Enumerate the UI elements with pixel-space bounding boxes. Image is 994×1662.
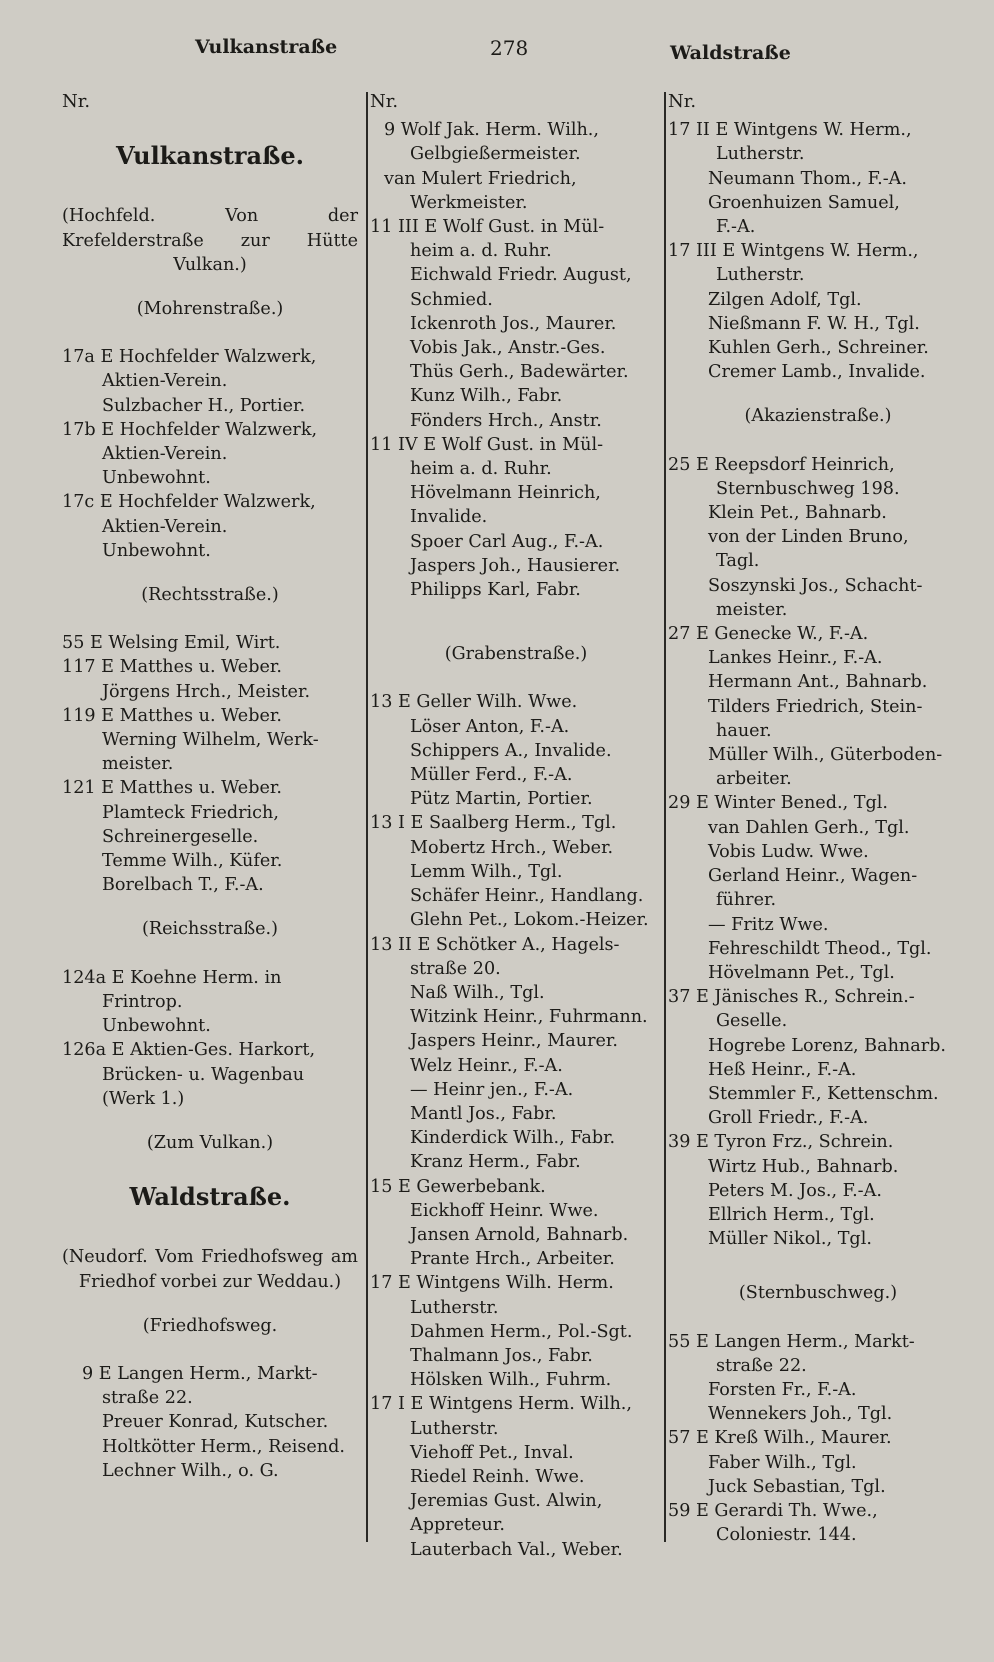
list-item: van Mulert Friedrich,	[384, 168, 577, 189]
list-item: Peters M. Jos., F.-A.	[708, 1180, 882, 1201]
list-item: Eichwald Friedr. August,	[410, 265, 632, 286]
list-item: Frintrop.	[102, 991, 183, 1012]
list-item: 11 IV E Wolf Gust. in Mül-	[370, 434, 604, 455]
list-item: Mantl Jos., Fabr.	[410, 1103, 557, 1124]
list-item: 37 E Jänisches R., Schrein.-	[668, 987, 915, 1008]
list-item: Jaspers Joh., Hausierer.	[410, 555, 621, 576]
list-item: straße 20.	[410, 958, 501, 979]
list-item: hauer.	[716, 720, 772, 741]
list-item: Klein Pet., Bahnarb.	[708, 503, 887, 524]
list-item: Preuer Konrad, Kutscher.	[102, 1412, 329, 1433]
list-item: Schippers A., Invalide.	[410, 740, 612, 761]
list-item: Unbewohnt.	[102, 1016, 211, 1037]
list-item: Gerland Heinr., Wagen-	[708, 866, 918, 887]
list-item: Mobertz Hrch., Weber.	[410, 837, 614, 858]
cross-street: (Zum Vulkan.)	[146, 1132, 274, 1153]
list-item: Riedel Reinh. Wwe.	[410, 1466, 585, 1487]
list-item: Schreinergeselle.	[102, 826, 259, 847]
list-item: Müller Nikol., Tgl.	[708, 1229, 872, 1250]
list-item: 13 II E Schötker A., Hagels-	[370, 934, 620, 955]
list-item: Sulzbacher H., Portier.	[102, 395, 306, 416]
list-item: Aktien-Verein.	[102, 444, 228, 465]
cross-street: (Rechtsstraße.)	[141, 585, 279, 606]
list-item: Müller Wilh., Güterboden-	[708, 745, 943, 766]
list-item: Hogrebe Lorenz, Bahnarb.	[708, 1035, 947, 1056]
list-item: Lankes Heinr., F.-A.	[708, 648, 883, 669]
list-item: 55 E Welsing Emil, Wirt.	[62, 633, 281, 654]
entry-list	[668, 1330, 968, 1548]
list-item: Werning Wilhelm, Werk-	[102, 730, 319, 751]
list-item: Welz Heinr., F.-A.	[410, 1055, 563, 1076]
entry-list	[370, 690, 662, 1561]
list-item: 117 E Matthes u. Weber.	[62, 657, 282, 678]
entry-list	[62, 966, 358, 1111]
list-item: Müller Ferd., F.-A.	[410, 765, 573, 786]
list-item: 17b E Hochfelder Walzwerk,	[62, 419, 318, 440]
list-item: Kinderdick Wilh., Fabr.	[410, 1128, 616, 1149]
street-heading-vulkanstrasse: Vulkanstraße.	[116, 141, 304, 171]
list-item: Hövelmann Heinrich,	[410, 483, 601, 504]
column-3	[668, 90, 968, 1562]
list-item: 55 E Langen Herm., Markt-	[668, 1331, 915, 1352]
list-item: Aktien-Verein.	[102, 371, 228, 392]
list-item: von der Linden Bruno,	[708, 527, 909, 548]
street-heading-waldstrasse: Waldstraße.	[129, 1182, 291, 1212]
list-item: — Fritz Wwe.	[708, 914, 829, 935]
list-item: Brücken- u. Wagenbau	[102, 1064, 305, 1085]
list-item: 25 E Reepsdorf Heinrich,	[668, 454, 895, 475]
list-item: Cremer Lamb., Invalide.	[708, 362, 926, 383]
column-1	[62, 90, 358, 1562]
list-item: Hövelmann Pet., Tgl.	[708, 962, 895, 983]
list-item: Spoer Carl Aug., F.-A.	[410, 531, 604, 552]
list-item: Dahmen Herm., Pol.-Sgt.	[410, 1321, 633, 1342]
column-2	[370, 90, 662, 1562]
list-item: heim a. d. Ruhr.	[410, 241, 552, 262]
list-item: 13 I E Saalberg Herm., Tgl.	[370, 813, 617, 834]
list-item: Juck Sebastian, Tgl.	[708, 1476, 886, 1497]
list-item: Groll Friedr., F.-A.	[708, 1108, 869, 1129]
list-item: Wennekers Joh., Tgl.	[708, 1404, 893, 1425]
list-item: Witzink Heinr., Fuhrmann.	[410, 1007, 648, 1028]
list-item: 17c E Hochfelder Walzwerk,	[62, 492, 316, 513]
list-item: Jeremias Gust. Alwin,	[410, 1491, 603, 1512]
list-item: Neumann Thom., F.-A.	[708, 168, 907, 189]
list-item: Hermann Ant., Bahnarb.	[708, 672, 928, 693]
list-item: 15 E Gewerbebank.	[370, 1176, 546, 1197]
list-item: straße 22.	[716, 1355, 807, 1376]
cross-street: (Friedhofsweg.	[142, 1315, 278, 1336]
list-item: Temme Wilh., Küfer.	[102, 851, 283, 872]
list-item: meister.	[716, 599, 788, 620]
list-item: Kuhlen Gerh., Schreiner.	[708, 338, 929, 359]
list-item: Lutherstr.	[410, 1418, 499, 1439]
list-item: Unbewohnt.	[102, 468, 211, 489]
list-item: Glehn Pet., Lokom.-Heizer.	[410, 910, 649, 931]
street-description: (Neudorf. Vom Friedhofsweg am Friedhof vorbei zur Weddau.)	[62, 1247, 358, 1292]
list-item: Vobis Jak., Anstr.-Ges.	[410, 338, 606, 359]
list-item: Naß Wilh., Tgl.	[410, 982, 545, 1003]
list-item: arbeiter.	[716, 769, 792, 790]
list-item: Pütz Martin, Portier.	[410, 789, 593, 810]
list-item: 27 E Genecke W., F.-A.	[668, 624, 869, 645]
list-item: Heß Heinr., F.-A.	[708, 1059, 857, 1080]
list-item: Thalmann Jos., Fabr.	[410, 1345, 593, 1366]
header-left-title: Vulkanstraße	[195, 36, 338, 58]
list-item: Appreteur.	[410, 1515, 505, 1536]
list-item: Fehreschildt Theod., Tgl.	[708, 938, 932, 959]
list-item: Faber Wilh., Tgl.	[708, 1452, 857, 1473]
list-item: Zilgen Adolf, Tgl.	[708, 289, 862, 310]
cross-street: (Mohrenstraße.)	[136, 299, 284, 320]
list-item: 17 E Wintgens Wilh. Herm.	[370, 1273, 614, 1294]
header-right-title: Waldstraße	[670, 42, 791, 64]
street-description: (Hochfeld. Von der Krefelderstraße zur Hütte Vulkan.)	[62, 206, 358, 275]
list-item: Tagl.	[716, 551, 760, 572]
list-item: Borelbach T., F.-A.	[102, 875, 264, 896]
list-item: Invalide.	[410, 507, 488, 528]
entry-list	[62, 1362, 358, 1483]
cross-street: (Sternbuschweg.)	[738, 1283, 898, 1304]
entry-list	[62, 631, 358, 897]
list-item: Kranz Herm., Fabr.	[410, 1152, 581, 1173]
list-item: Geselle.	[716, 1011, 788, 1032]
page-number: 278	[490, 36, 529, 60]
entry-list	[62, 345, 358, 563]
list-item: Soszynski Jos., Schacht-	[708, 575, 923, 596]
list-item: Schmied.	[410, 289, 493, 310]
list-item: 124a E Koehne Herm. in	[62, 967, 282, 988]
cross-street: (Grabenstraße.)	[444, 644, 588, 665]
list-item: führer.	[716, 890, 777, 911]
list-item: Eickhoff Heinr. Wwe.	[410, 1200, 599, 1221]
list-item: — Heinr jen., F.-A.	[410, 1079, 574, 1100]
column-rule-2	[664, 92, 666, 1542]
list-item: Gelbgießermeister.	[410, 144, 581, 165]
list-item: Lutherstr.	[410, 1297, 499, 1318]
column-rule-1	[366, 92, 368, 1542]
list-item: Fönders Hrch., Anstr.	[410, 410, 602, 431]
list-item: 121 E Matthes u. Weber.	[62, 778, 282, 799]
list-item: 126a E Aktien-Ges. Harkort,	[62, 1040, 316, 1061]
list-item: Thüs Gerh., Badewärter.	[410, 362, 629, 383]
list-item: 13 E Geller Wilh. Wwe.	[370, 692, 578, 713]
list-item: heim a. d. Ruhr.	[410, 459, 552, 480]
list-item: 57 E Kreß Wilh., Maurer.	[668, 1428, 892, 1449]
list-item: Vobis Ludw. Wwe.	[708, 841, 869, 862]
list-item: 29 E Winter Bened., Tgl.	[668, 793, 888, 814]
list-item: Groenhuizen Samuel,	[708, 192, 900, 213]
nr-label: Nr.	[62, 91, 91, 112]
list-item: 11 III E Wolf Gust. in Mül-	[370, 217, 605, 238]
list-item: 17 III E Wintgens W. Herm.,	[668, 241, 919, 262]
list-item: Schäfer Heinr., Handlang.	[410, 886, 644, 907]
nr-label: Nr.	[370, 91, 399, 112]
cross-street: (Akazienstraße.)	[744, 406, 892, 427]
list-item: 9 Wolf Jak. Herm. Wilh.,	[384, 120, 599, 141]
list-item: Unbewohnt.	[102, 540, 211, 561]
list-item: Forsten Fr., F.-A.	[708, 1379, 857, 1400]
page-header	[0, 30, 994, 70]
list-item: 119 E Matthes u. Weber.	[62, 705, 282, 726]
list-item: Ickenroth Jos., Maurer.	[410, 313, 617, 334]
entry-list	[370, 118, 662, 602]
list-item: Kunz Wilh., Fabr.	[410, 386, 563, 407]
list-item: 39 E Tyron Frz., Schrein.	[668, 1132, 894, 1153]
list-item: Lutherstr.	[716, 144, 805, 165]
list-item: F.-A.	[716, 217, 756, 238]
list-item: Werkmeister.	[410, 192, 528, 213]
list-item: Stemmler F., Kettenschm.	[708, 1083, 939, 1104]
list-item: Hölsken Wilh., Fuhrm.	[410, 1370, 612, 1391]
entry-list	[668, 118, 968, 384]
list-item: 59 E Gerardi Th. Wwe.,	[668, 1500, 878, 1521]
list-item: Wirtz Hub., Bahnarb.	[708, 1156, 899, 1177]
list-item: Lauterbach Val., Weber.	[410, 1539, 623, 1560]
list-item: Jörgens Hrch., Meister.	[102, 681, 311, 702]
list-item: van Dahlen Gerh., Tgl.	[708, 817, 910, 838]
list-item: Jansen Arnold, Bahnarb.	[410, 1224, 629, 1245]
list-item: (Werk 1.)	[102, 1088, 185, 1109]
list-item: Lutherstr.	[716, 265, 805, 286]
list-item: 17a E Hochfelder Walzwerk,	[62, 347, 317, 368]
list-item: Prante Hrch., Arbeiter.	[410, 1249, 615, 1270]
list-item: Holtkötter Herm., Reisend.	[102, 1436, 345, 1457]
list-item: 17 II E Wintgens W. Herm.,	[668, 120, 912, 141]
list-item: Sternbuschweg 198.	[716, 478, 900, 499]
list-item: straße 22.	[102, 1388, 193, 1409]
list-item: Plamteck Friedrich,	[102, 802, 279, 823]
cross-street: (Reichsstraße.)	[142, 919, 278, 940]
nr-label: Nr.	[668, 91, 697, 112]
list-item: Lechner Wilh., o. G.	[102, 1460, 279, 1481]
list-item: Löser Anton, F.-A.	[410, 716, 570, 737]
list-item: Aktien-Verein.	[102, 516, 228, 537]
list-item: Ellrich Herm., Tgl.	[708, 1204, 875, 1225]
list-item: Viehoff Pet., Inval.	[410, 1442, 574, 1463]
list-item: Jaspers Heinr., Maurer.	[410, 1031, 618, 1052]
list-item: Coloniestr. 144.	[716, 1525, 857, 1546]
list-item: Nießmann F. W. H., Tgl.	[708, 313, 920, 334]
list-item: 17 I E Wintgens Herm. Wilh.,	[370, 1394, 632, 1415]
list-item: Philipps Karl, Fabr.	[410, 580, 581, 601]
list-item: meister.	[102, 754, 174, 775]
list-item: Tilders Friedrich, Stein-	[708, 696, 923, 717]
entry-list	[668, 453, 968, 1252]
list-item: 9 E Langen Herm., Markt-	[82, 1363, 318, 1384]
list-item: Lemm Wilh., Tgl.	[410, 861, 563, 882]
